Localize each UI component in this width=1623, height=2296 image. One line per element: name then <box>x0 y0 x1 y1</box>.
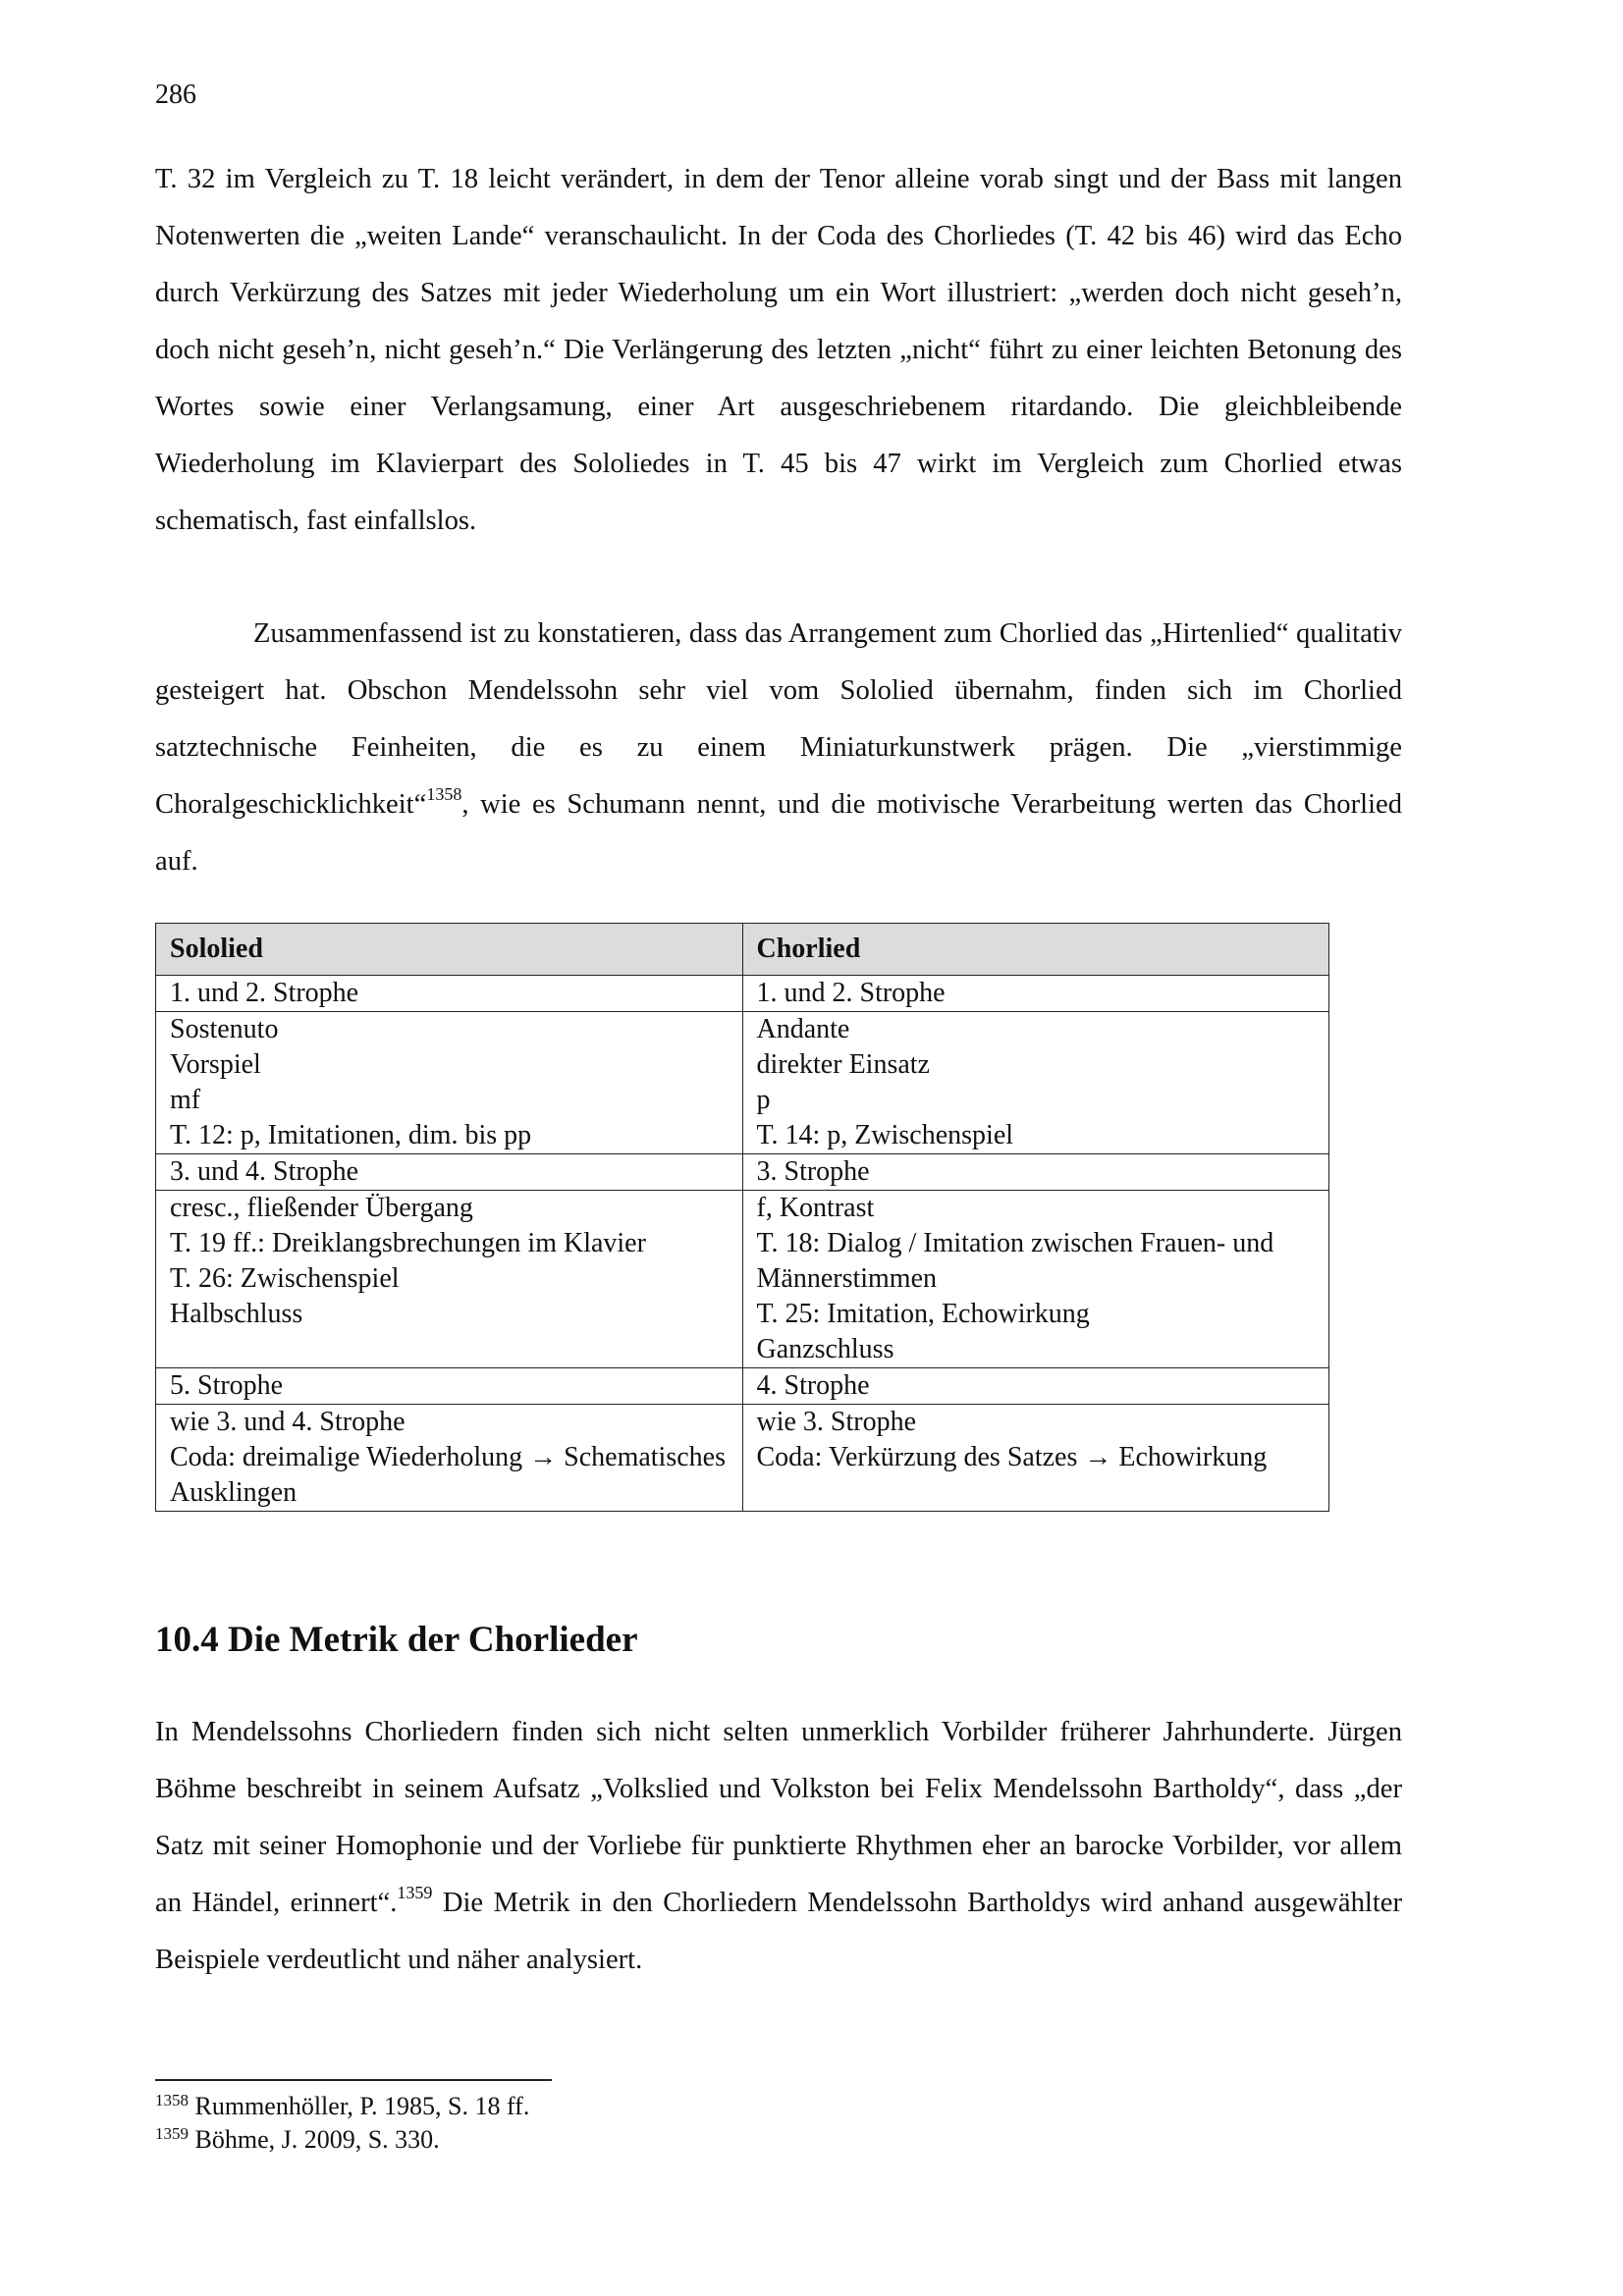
table-cell <box>156 1012 743 1154</box>
comparison-table <box>155 923 1329 1512</box>
cell-line: 4. Strophe <box>756 1370 870 1401</box>
cell-line: T. 19 ff.: Dreiklangsbrechungen im Klavier <box>170 1228 646 1258</box>
table-cell <box>742 1191 1329 1368</box>
table-cell <box>742 1012 1329 1154</box>
cell-line: 1. und 2. Strophe <box>170 978 359 1008</box>
table-cell <box>742 976 1329 1012</box>
cell-line: T. 26: Zwischenspiel <box>170 1263 400 1294</box>
table-cell <box>156 1154 743 1191</box>
cell-line: 5. Strophe <box>170 1370 284 1401</box>
table-row <box>156 1191 1329 1368</box>
cell-line: T. 25: Imitation, Echowirkung <box>756 1299 1090 1329</box>
table-cell <box>156 1368 743 1405</box>
cell-line: Ganzschluss <box>756 1334 894 1364</box>
cell-line: T. 12: p, Imitationen, dim. bis pp <box>170 1120 532 1150</box>
cell-line: cresc., fließender Übergang <box>170 1193 473 1223</box>
footnote-number: 1359 <box>155 2124 189 2143</box>
cell-line: Coda: Verkürzung des Satzes → Echowirkung <box>756 1442 1268 1472</box>
paragraph-section <box>155 1704 1402 1989</box>
cell-line: f, Kontrast <box>756 1193 875 1223</box>
table-row <box>156 1405 1329 1512</box>
cell-line: wie 3. und 4. Strophe <box>170 1407 406 1437</box>
paragraph-text: Zusammenfassend ist zu konstatieren, dass das Arrangement zum Chorlied das „Hirtenlied“ qualitativ gesteigert hat. Obschon Mendelssohn sehr viel vom Sololied übernahm, finden sich im Chorlied satztechnische Feinheiten, die es zu einem Miniaturkunstwerk prägen. Die „vierstimmige Choralgeschicklichkeit“ <box>155 618 1402 820</box>
footnote-1359 <box>155 2124 440 2156</box>
paragraph-text: , wie es Schumann nennt, und die motivische Verarbeitung werten das Chorlied auf. <box>155 789 1402 877</box>
cell-line: Andante <box>756 1014 850 1044</box>
table-cell <box>156 976 743 1012</box>
table-header-row <box>156 924 1329 976</box>
page-number: 286 <box>155 80 196 110</box>
table-cell <box>156 1191 743 1368</box>
paragraph-intro-1: T. 32 im Vergleich zu T. 18 leicht verändert, in dem der Tenor alleine vorab singt und der Bass mit langen Notenwerten die „weiten Lande“ veranschaulicht. In der Coda des Chorliedes (T. 42 bis 46) wird das Echo durch Verkürzung des Satzes mit jeder Wiederholung um ein Wort illustriert: „werden doch nicht geseh’n, doch nicht geseh’n, nicht geseh’n.“ Die Verlängerung des letzten „nicht“ führt zu einer leichten Betonung des Wortes sowie einer Verlangsamung, einer Art ausgeschriebenem ritardando. Die gleichbleibende Wiederholung im Klavierpart des Sololiedes in T. 45 bis 47 wirkt im Vergleich zum Chorlied etwas schematisch, fast einfallslos. <box>155 164 1402 536</box>
table-row <box>156 1154 1329 1191</box>
cell-line: p <box>756 1085 771 1115</box>
footnote-text: Rummenhöller, P. 1985, S. 18 ff. <box>189 2092 530 2120</box>
table-row <box>156 1012 1329 1154</box>
cell-line: Coda: dreimalige Wiederholung → Schematisches Ausklingen <box>170 1442 726 1508</box>
table-cell <box>156 1405 743 1512</box>
paragraph-text: In Mendelssohns Chorliedern finden sich nicht selten unmerklich Vorbilder früherer Jahrhunderte. Jürgen Böhme beschreibt in seinem Aufsatz „Volkslied und Volkston bei Felix Mendelssohn Bartholdy“, dass „der Satz mit seiner Homophonie und der Vorliebe für punktierte Rhythmen eher an barocke Vorbilder, vor allem an Händel, erinnert“. <box>155 1717 1402 1918</box>
table-row <box>156 976 1329 1012</box>
footnote-number: 1358 <box>155 2091 189 2109</box>
table-header-sololied: Sololied <box>156 924 743 976</box>
footnote-ref-1358[interactable]: 1358 <box>426 784 462 804</box>
cell-line: 1. und 2. Strophe <box>756 978 946 1008</box>
table-cell <box>742 1154 1329 1191</box>
footnote-divider <box>155 2079 552 2081</box>
cell-line: T. 14: p, Zwischenspiel <box>756 1120 1014 1150</box>
table-cell <box>742 1368 1329 1405</box>
cell-line: wie 3. Strophe <box>756 1407 917 1437</box>
cell-line: 3. und 4. Strophe <box>170 1156 359 1187</box>
paragraph-intro-2 <box>155 606 1402 890</box>
cell-line: Vorspiel <box>170 1049 261 1080</box>
cell-line: T. 18: Dialog / Imitation zwischen Frauen- und Männerstimmen <box>756 1228 1274 1294</box>
cell-line: Halbschluss <box>170 1299 303 1329</box>
footnote-ref-1359[interactable]: 1359 <box>397 1883 433 1902</box>
table-header-chorlied: Chorlied <box>742 924 1329 976</box>
footnote-1358 <box>155 2091 529 2122</box>
footnote-text: Böhme, J. 2009, S. 330. <box>189 2125 440 2154</box>
section-heading: 10.4 Die Metrik der Chorlieder <box>155 1620 638 1660</box>
table-row <box>156 1368 1329 1405</box>
cell-line: mf <box>170 1085 201 1115</box>
cell-line: 3. Strophe <box>756 1156 870 1187</box>
paragraph-text: Die Metrik in den Chorliedern Mendelssohn Bartholdys wird anhand ausgewählter Beispiele verdeutlicht und näher analysiert. <box>155 1888 1402 1975</box>
table-cell <box>742 1405 1329 1512</box>
cell-line: Sostenuto <box>170 1014 279 1044</box>
cell-line: direkter Einsatz <box>756 1049 930 1080</box>
